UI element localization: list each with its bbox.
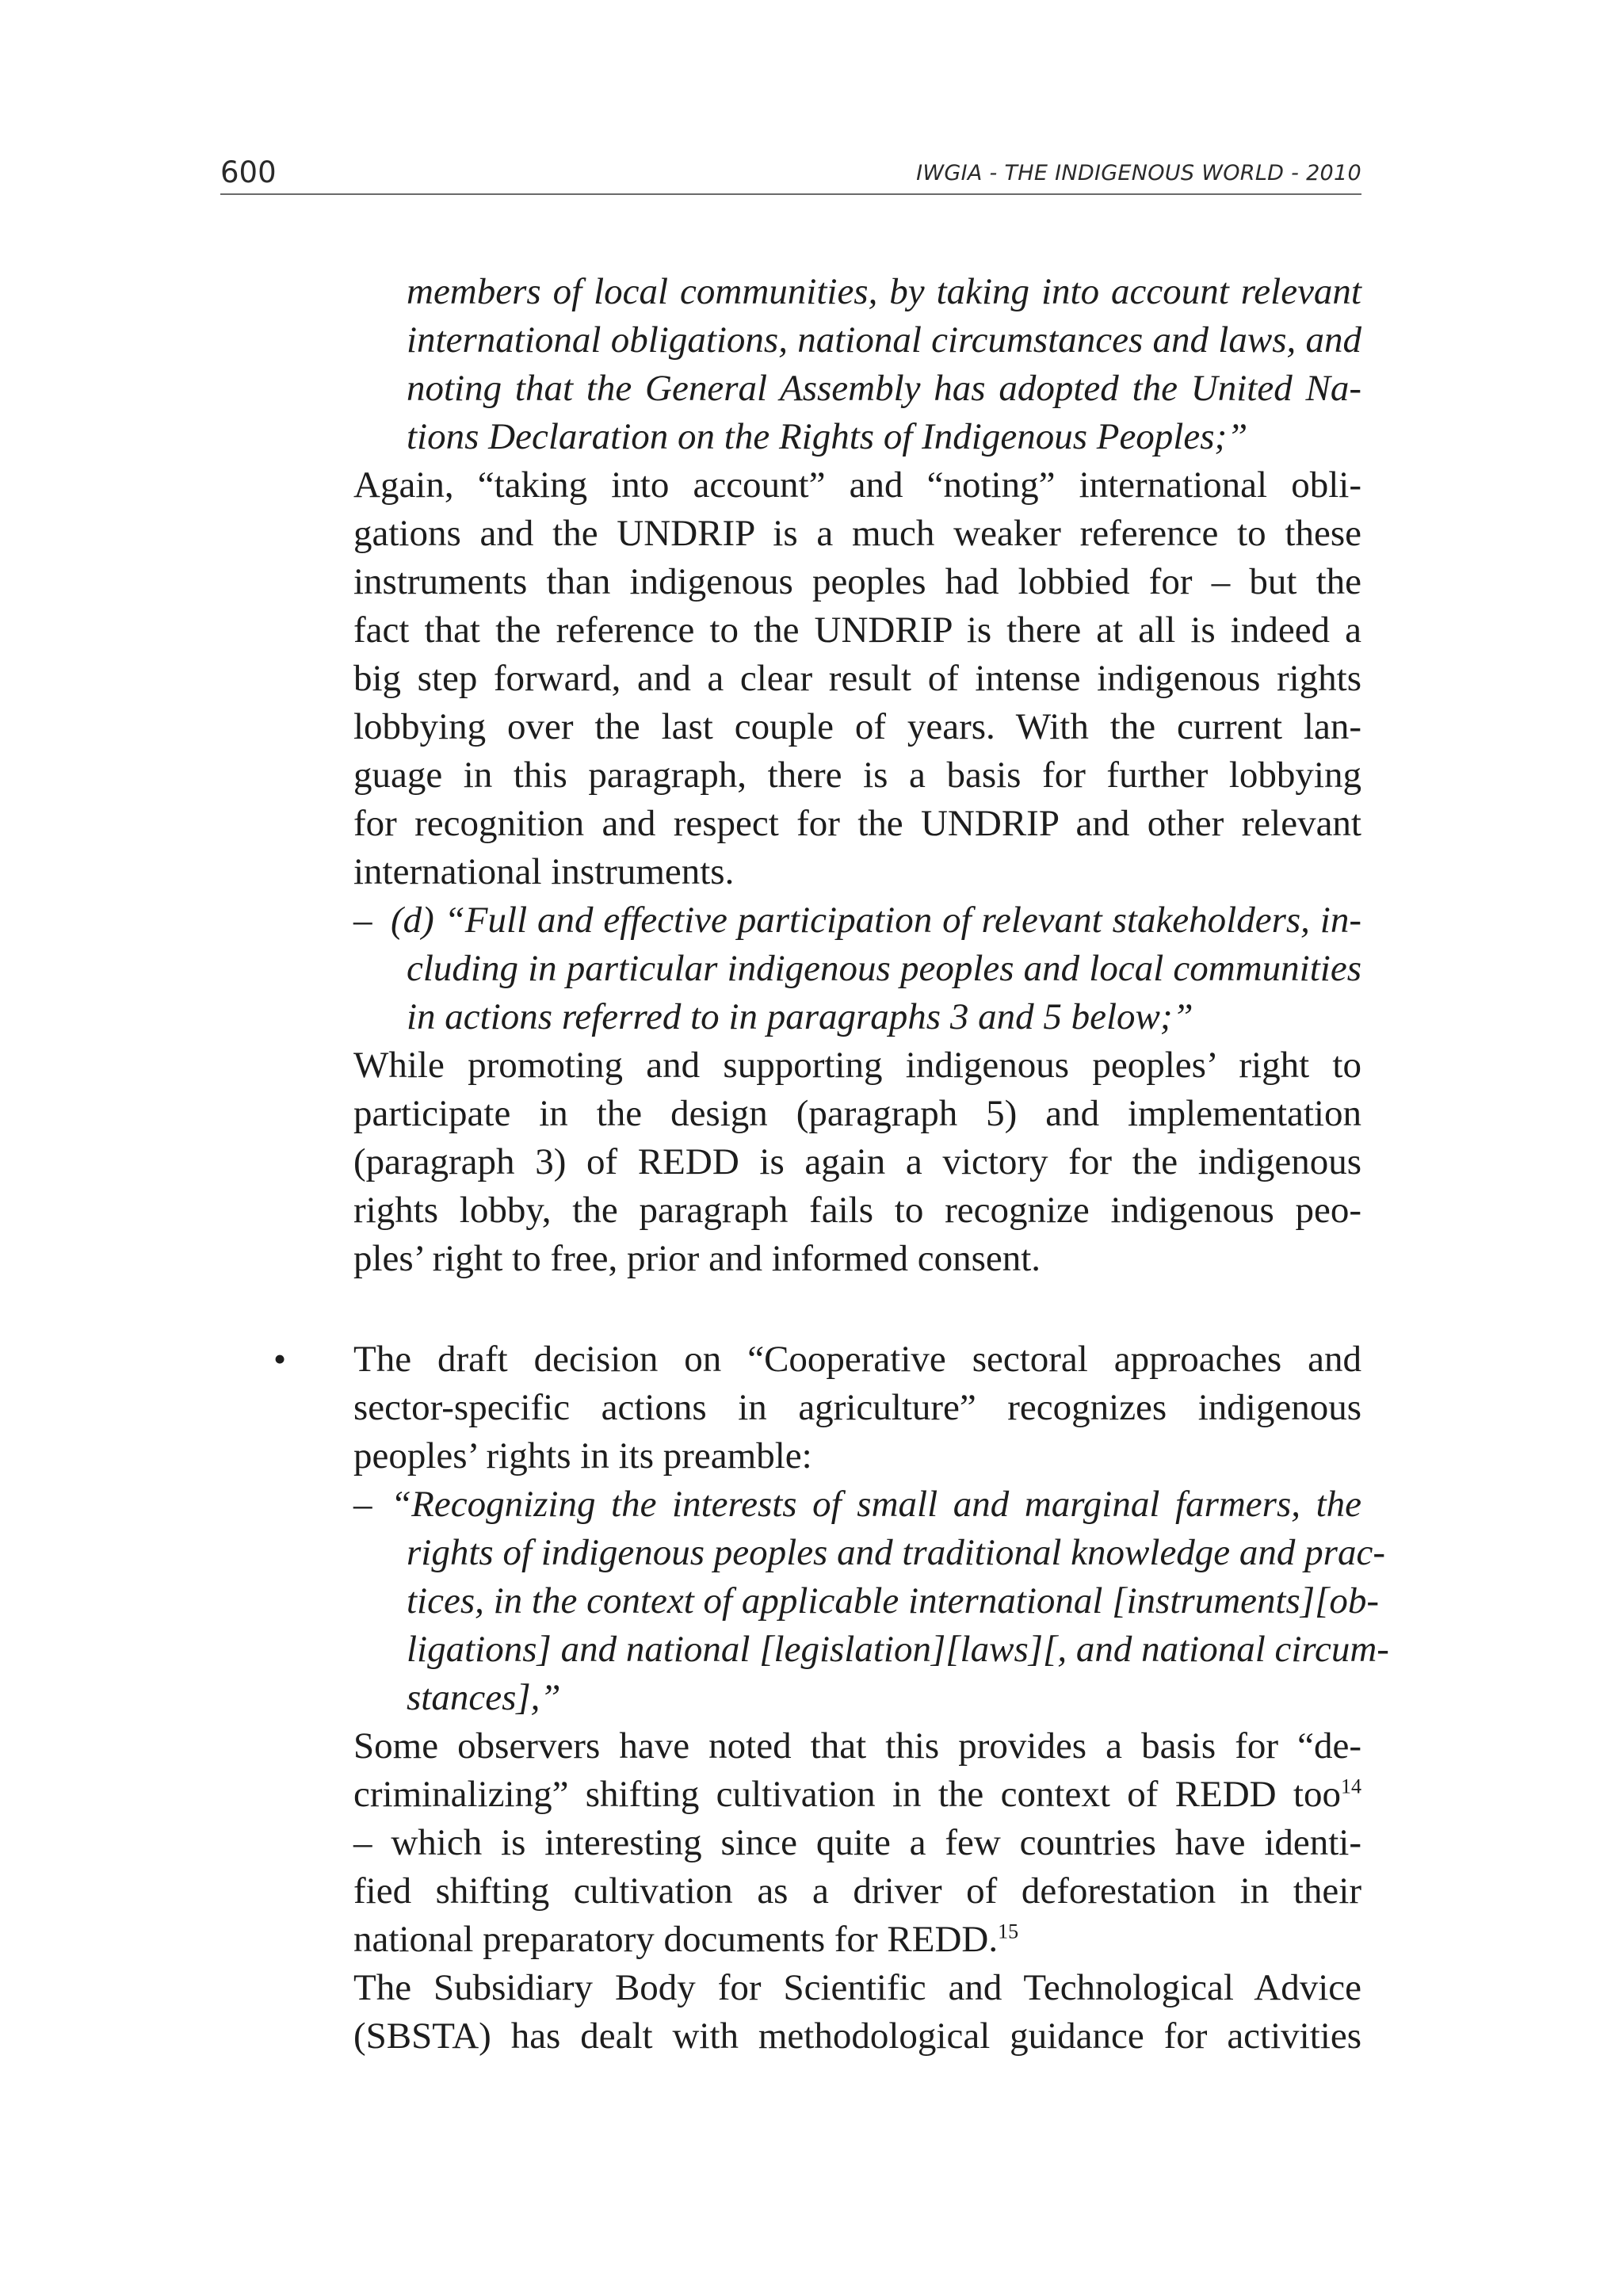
quote3-line: stances],” (407, 1677, 561, 1718)
quote3-line: rights of indigenous peoples and traditional knowledge and prac- (407, 1532, 1385, 1573)
para1-line: international instruments. (353, 851, 735, 892)
running-title: IWGIA - THE INDIGENOUS WORLD - 2010 (916, 161, 1361, 185)
para2-line: (paragraph 3) of REDD is again a victory for the indigenous (353, 1141, 1361, 1182)
para1-line: fact that the reference to the UNDRIP is there at all is indeed a (353, 609, 1361, 651)
para2-line: ples’ right to free, prior and informed consent. (353, 1238, 1041, 1279)
para3-line: fied shifting cultivation as a driver of deforestation in their (353, 1870, 1361, 1912)
bullet-symbol: • (273, 1339, 287, 1379)
quote3-line: ligations] and national [legislation][laws][, and national circum- (407, 1629, 1389, 1670)
para2-line: participate in the design (paragraph 5) and implementation (353, 1093, 1361, 1134)
quote2-dash: – (353, 900, 372, 941)
quote1-line: tions Declaration on the Rights of Indigenous Peoples;” (407, 416, 1248, 457)
para2-line: While promoting and supporting indigenous peoples’ right to (353, 1045, 1361, 1086)
page-number: 600 (220, 155, 277, 189)
quote3-line: tices, in the context of applicable international [instruments][ob- (407, 1580, 1380, 1622)
para4-line: (SBSTA) has dealt with methodological guidance for activities (353, 2015, 1361, 2057)
quote2-line: cluding in particular indigenous peoples and local communities (407, 948, 1361, 989)
footnote-ref-15[interactable]: 15 (998, 1920, 1019, 1943)
footnote-ref-14[interactable]: 14 (1341, 1775, 1361, 1798)
para1-line: lobbying over the last couple of years. With the current lan- (353, 706, 1361, 747)
bullet-line: sector-specific actions in agriculture” recognizes indigenous (353, 1387, 1361, 1428)
para1-line: guage in this paragraph, there is a basis for further lobbying (353, 755, 1361, 796)
quote1-line: international obligations, national circumstances and laws, and (407, 319, 1361, 361)
para2-line: rights lobby, the paragraph fails to recognize indigenous peo- (353, 1190, 1361, 1231)
para1-line: gations and the UNDRIP is a much weaker reference to these (353, 513, 1361, 554)
para1-line: instruments than indigenous peoples had lobbied for – but the (353, 561, 1361, 602)
bullet-line: peoples’ rights in its preamble: (353, 1435, 812, 1477)
para3-line: – which is interesting since quite a few countries have identi- (353, 1822, 1361, 1863)
para1-line: Again, “taking into account” and “noting” international obli- (353, 464, 1361, 506)
para1-line: for recognition and respect for the UNDRIP and other relevant (353, 803, 1361, 844)
quote3-line: “Recognizing the interests of small and marginal farmers, the (391, 1484, 1361, 1525)
para3-line (353, 1916, 1361, 1963)
para4-line: The Subsidiary Body for Scientific and Technological Advice (353, 1967, 1361, 2008)
header-rule (220, 193, 1361, 195)
para3-line5-text: national preparatory documents for REDD. (353, 1919, 999, 1960)
para1-line: big step forward, and a clear result of intense indigenous rights (353, 658, 1361, 699)
quote1-line: members of local communities, by taking into account relevant (407, 271, 1361, 312)
bullet-line: The draft decision on “Cooperative sectoral approaches and (353, 1339, 1361, 1380)
quote2-line: (d) “Full and effective participation of relevant stakeholders, in- (391, 900, 1361, 941)
quote3-dash: – (353, 1484, 372, 1525)
quote1-line: noting that the General Assembly has adopted the United Na- (407, 368, 1361, 409)
para3-line: Some observers have noted that this provides a basis for “de- (353, 1725, 1361, 1767)
quote2-line: in actions referred to in paragraphs 3 and 5 below;” (407, 996, 1193, 1037)
para3-line (353, 1771, 1361, 1818)
para3-line2-text: criminalizing” shifting cultivation in the context of REDD too (353, 1774, 1341, 1815)
